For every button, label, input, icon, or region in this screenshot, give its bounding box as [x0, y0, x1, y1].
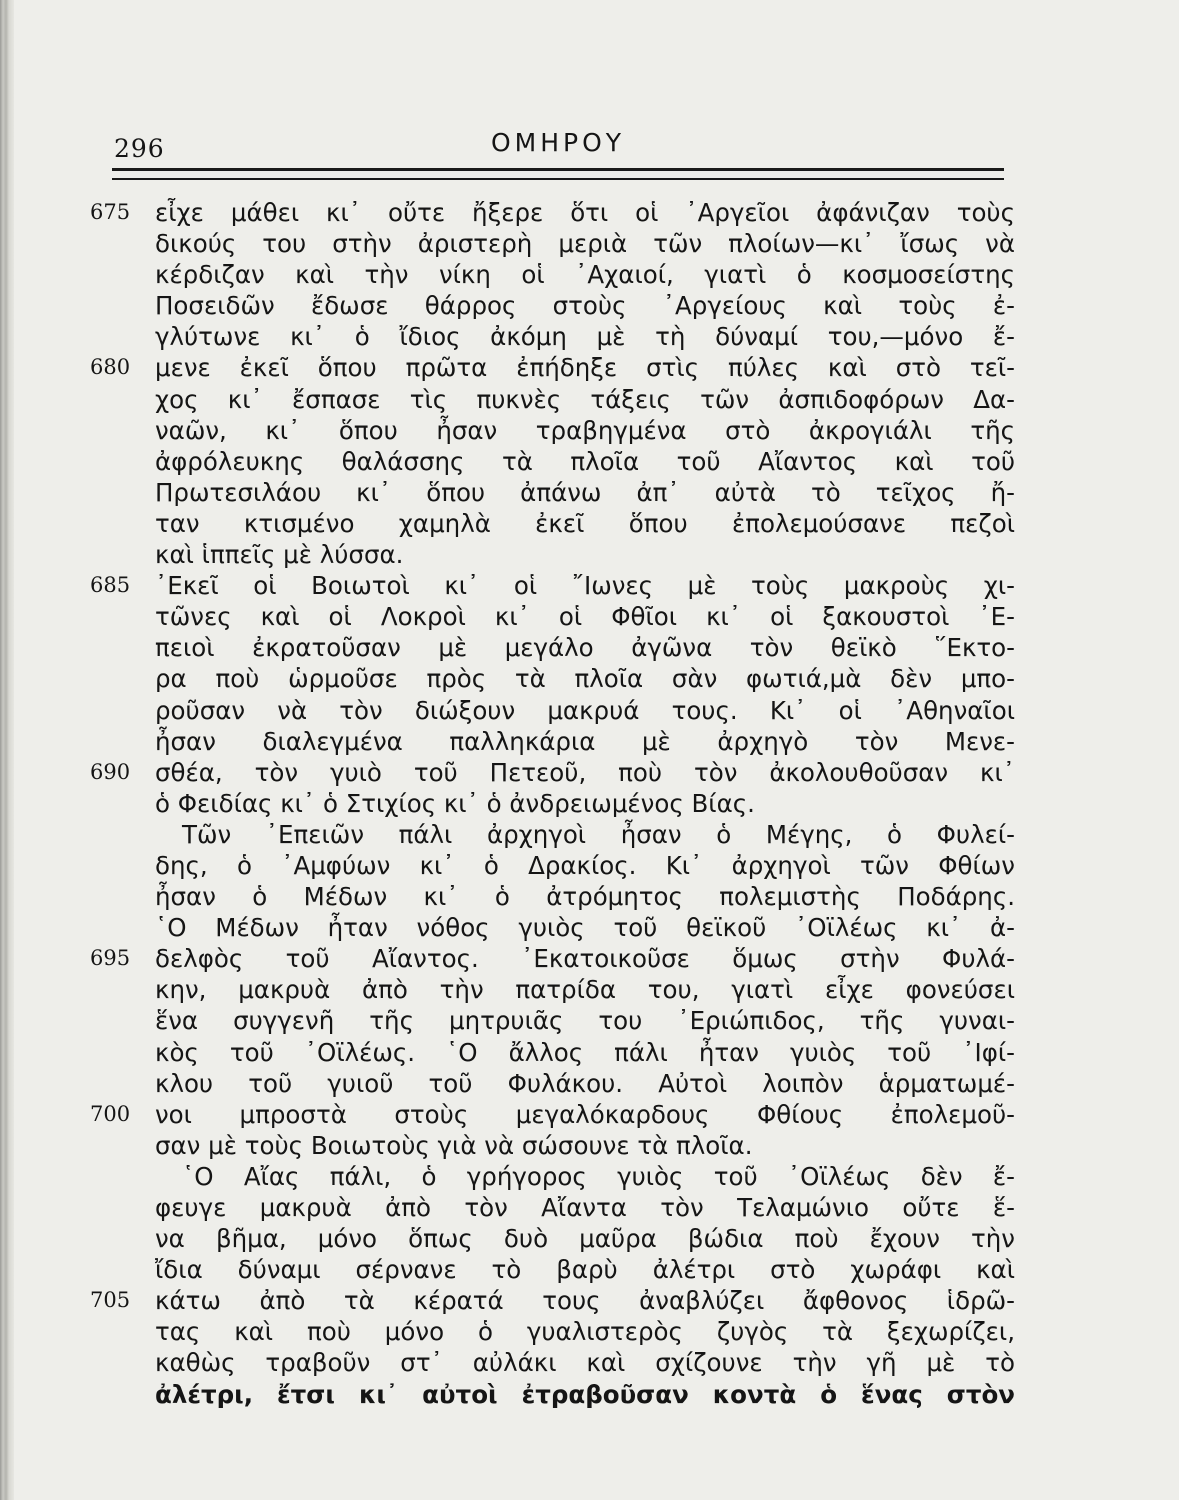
line-text: σαν μὲ τοὺς Βοιωτοὺς γιὰ νὰ σώσουνε τὰ πλοῖα.: [155, 1130, 753, 1160]
text-line: [0, 632, 1179, 663]
line-text: ἴδια δύναμι σέρνανε τὸ βαρὺ ἀλέτρι στὸ χωράφι καὶ: [155, 1255, 1015, 1285]
text-line: [0, 788, 1179, 819]
text-line: [0, 290, 1179, 321]
line-text: ᾽Εκεῖ οἱ Βοιωτοὶ κι᾽ οἱ ῎Ιωνες μὲ τοὺς μακροὺς χι-: [155, 571, 1015, 601]
text-line: [0, 228, 1179, 259]
text-line: [0, 259, 1179, 290]
text-line: [0, 912, 1179, 943]
line-text: τῶνες καὶ οἱ Λοκροὶ κι᾽ οἱ Φθῖοι κι᾽ οἱ ξακουστοὶ ᾽Ε-: [155, 602, 1015, 632]
text-line: [0, 1192, 1179, 1223]
text-line: [0, 695, 1179, 726]
line-text: γλύτωνε κι᾽ ὁ ἴδιος ἀκόμη μὲ τὴ δύναμί του,—μόνο ἔ-: [155, 322, 1015, 352]
line-text: κὸς τοῦ ᾽Οϊλέως. ῾Ο ἄλλος πάλι ἦταν γυιὸς τοῦ ᾽Ιφί-: [155, 1037, 1015, 1067]
page-header: [112, 128, 1004, 166]
text-line: [0, 601, 1179, 632]
line-text: ῾Ο Μέδων ἦταν νόθος γυιὸς τοῦ θεϊκοῦ ᾽Οϊλέως κι᾽ ἀ-: [155, 913, 1015, 943]
line-text: ῾Ο Αἴας πάλι, ὁ γρήγορος γυιὸς τοῦ ᾽Οϊλέως δὲν ἔ-: [182, 1161, 1015, 1191]
line-number: 685: [90, 573, 131, 598]
line-number: 690: [90, 759, 131, 784]
text-line: [0, 352, 1179, 383]
text-line: [0, 1130, 1179, 1161]
text-line: [0, 197, 1179, 228]
line-text: ἦσαν ὁ Μέδων κι᾽ ὁ ἀτρόμητος πολεμιστὴς Ποδάρης.: [155, 882, 1015, 912]
text-line: [0, 1254, 1179, 1285]
text-body: [0, 197, 1179, 1410]
line-text: Τῶν ᾽Επειῶν πάλι ἀρχηγοὶ ἦσαν ὁ Μέγης, ὁ Φυλεί-: [182, 819, 1015, 849]
line-number: 695: [90, 946, 131, 971]
line-text: ὁ Φειδίας κι᾽ ὁ Στιχίος κι᾽ ὁ ἀνδρειωμένος Βίας.: [155, 788, 755, 818]
line-text: μενε ἐκεῖ ὅπου πρῶτα ἐπήδηξε στὶς πύλες καὶ στὸ τεῖ-: [155, 353, 1015, 383]
text-line: [0, 819, 1179, 850]
text-line: [0, 446, 1179, 477]
page-number: 296: [114, 134, 165, 163]
line-text: δελφὸς τοῦ Αἴαντος. ᾽Εκατοικοῦσε ὅμως στὴν Φυλά-: [155, 944, 1015, 974]
text-line: [0, 1037, 1179, 1068]
line-text: ναῶν, κι᾽ ὅπου ἦσαν τραβηγμένα στὸ ἀκρογιάλι τῆς: [155, 415, 1015, 445]
line-text: ρα ποὺ ὡρμοῦσε πρὸς τὰ πλοῖα σὰν φωτιά,μὰ δὲν μπο-: [155, 664, 1015, 694]
line-text: κάτω ἀπὸ τὰ κέρατά τους ἀναβλύζει ἄφθονος ἱδρῶ-: [155, 1286, 1015, 1316]
line-text: σθέα, τὸν γυιὸ τοῦ Πετεοῦ, ποὺ τὸν ἀκολουθοῦσαν κι᾽: [155, 757, 1015, 787]
header-rule-thin: [112, 178, 1004, 180]
text-line: [0, 1285, 1179, 1316]
line-text: Πρωτεσιλάου κι᾽ ὅπου ἀπάνω ἀπ᾽ αὐτὰ τὸ τεῖχος ἤ-: [155, 477, 1015, 507]
text-line: [0, 1161, 1179, 1192]
text-line: [0, 384, 1179, 415]
line-text: κλου τοῦ γυιοῦ τοῦ Φυλάκου. Αὐτοὶ λοιπὸν ἁρματωμέ-: [155, 1068, 1015, 1098]
line-text: δικούς του στὴν ἀριστερὴ μεριὰ τῶν πλοίων—κι᾽ ἴσως νὰ: [155, 229, 1015, 259]
text-line: [0, 508, 1179, 539]
text-line: [0, 321, 1179, 352]
line-text: νοι μπροστὰ στοὺς μεγαλόκαρδους Φθίους ἐπολεμοῦ-: [155, 1099, 1015, 1129]
line-text: ροῦσαν νὰ τὸν διώξουν μακρυά τους. Κι᾽ οἱ ᾽Αθηναῖοι: [155, 695, 1015, 725]
line-text: ἕνα συγγενῆ τῆς μητρυιᾶς του ᾽Εριώπιδος, τῆς γυναι-: [155, 1006, 1015, 1036]
text-line: [0, 1347, 1179, 1378]
line-number: 680: [90, 355, 131, 380]
line-text: να βῆμα, μόνο ὅπως δυὸ μαῦρα βώδια ποὺ ἔχουν τὴν: [155, 1224, 1015, 1254]
text-line: [0, 477, 1179, 508]
line-text: ἀλέτρι, ἔτσι κι᾽ αὐτοὶ ἐτραβοῦσαν κοντὰ ὁ ἕνας στὸν: [155, 1379, 1015, 1409]
line-text: πειοὶ ἐκρατοῦσαν μὲ μεγάλο ἀγῶνα τὸν θεϊκὸ ῞Εκτο-: [155, 633, 1015, 663]
line-text: δης, ὁ ᾽Αμφύων κι᾽ ὁ Δρακίος. Κι᾽ ἀρχηγοὶ τῶν Φθίων: [155, 850, 1015, 880]
line-number: 700: [90, 1101, 131, 1126]
text-line: [0, 1223, 1179, 1254]
line-text: τας καὶ ποὺ μόνο ὁ γυαλιστερὸς ζυγὸς τὰ ξεχωρίζει,: [155, 1317, 1015, 1347]
line-text: φευγε μακρυὰ ἀπὸ τὸν Αἴαντα τὸν Τελαμώνιο οὔτε ἕ-: [155, 1193, 1015, 1222]
text-line: [0, 726, 1179, 757]
running-title: ΟΜΗΡΟΥ: [490, 128, 626, 157]
text-line: [0, 943, 1179, 974]
line-text: ἀφρόλευκης θαλάσσης τὰ πλοῖα τοῦ Αἴαντος καὶ τοῦ: [155, 446, 1015, 476]
text-line: [0, 539, 1179, 570]
line-text: χος κι᾽ ἔσπασε τὶς πυκνὲς τάξεις τῶν ἀσπιδοφόρων Δα-: [155, 384, 1015, 414]
text-line: [0, 1005, 1179, 1036]
text-line: [0, 570, 1179, 601]
line-text: ταν κτισμένο χαμηλὰ ἐκεῖ ὅπου ἐπολεμούσανε πεζοὶ: [155, 508, 1015, 538]
line-text: καὶ ἱππεῖς μὲ λύσσα.: [155, 540, 404, 570]
text-line: [0, 757, 1179, 788]
line-text: Ποσειδῶν ἔδωσε θάρρος στοὺς ᾽Αργείους καὶ τοὺς ἐ-: [155, 291, 1015, 321]
text-line: [0, 850, 1179, 881]
line-text: κέρδιζαν καὶ τὴν νίκη οἱ ᾽Αχαιοί, γιατὶ ὁ κοσμοσείστης: [155, 260, 1015, 290]
text-line: [0, 974, 1179, 1005]
text-line: [0, 1068, 1179, 1099]
line-number: 675: [90, 200, 131, 224]
line-text: ἦσαν διαλεγμένα παλληκάρια μὲ ἀρχηγὸ τὸν Μενε-: [155, 726, 1015, 756]
line-text: καθὼς τραβοῦν στ᾽ αὐλάκι καὶ σχίζουνε τὴν γῆ μὲ τὸ: [155, 1348, 1015, 1378]
line-number: 705: [90, 1288, 131, 1313]
text-line: [0, 1316, 1179, 1347]
line-text: εἶχε μάθει κι᾽ οὔτε ἤξερε ὅτι οἱ ᾽Αργεῖοι ἀφάνιζαν τοὺς: [155, 198, 1015, 227]
line-text: κην, μακρυὰ ἀπὸ τὴν πατρίδα του, γιατὶ εἶχε φονεύσει: [155, 975, 1015, 1005]
text-line: [0, 1379, 1179, 1410]
text-line: [0, 415, 1179, 446]
text-line: [0, 663, 1179, 694]
header-rule-thick: [112, 168, 1004, 171]
text-line: [0, 1099, 1179, 1130]
text-line: [0, 881, 1179, 912]
